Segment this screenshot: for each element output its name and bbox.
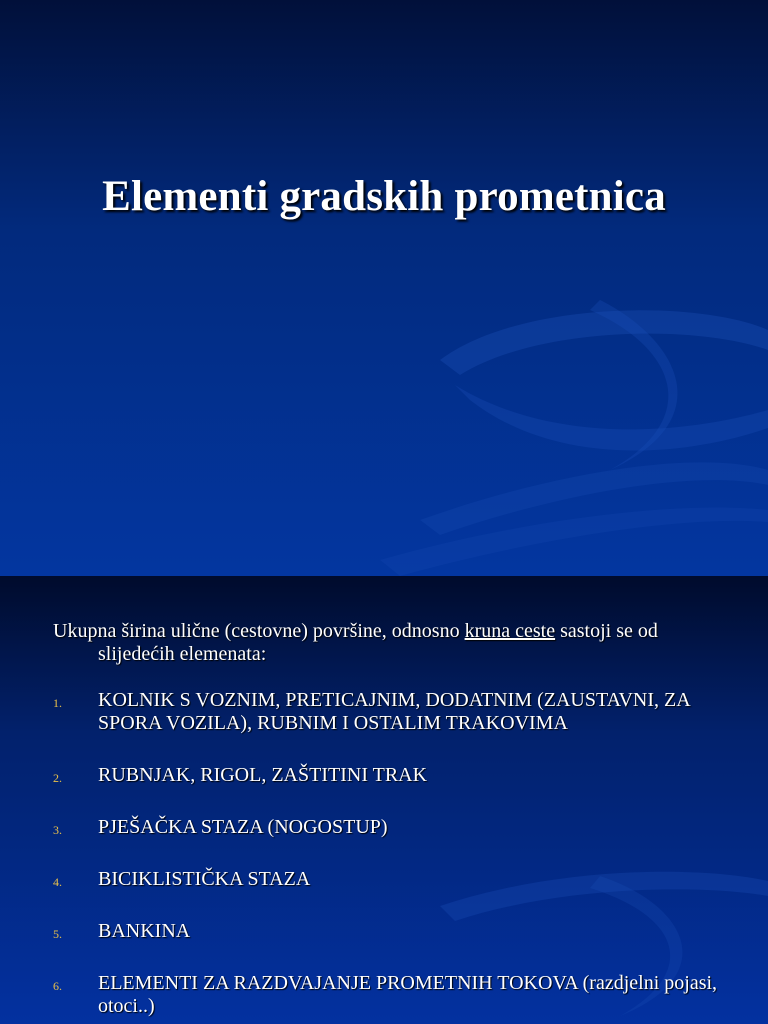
list-item — [53, 689, 718, 735]
list-item — [53, 816, 718, 839]
list-number: 6. — [53, 979, 62, 993]
list-text: PJEŠAČKA STAZA (NOGOSTUP) — [98, 816, 388, 838]
slide-title: Elementi gradskih prometnica — [102, 173, 666, 220]
list-item — [53, 764, 718, 787]
kruna-ceste-link[interactable]: kruna ceste — [464, 620, 556, 642]
list-number: 2. — [53, 771, 62, 785]
list-item — [53, 972, 718, 1018]
list-item — [53, 920, 718, 943]
list-number: 1. — [53, 696, 62, 710]
list-number: 5. — [53, 927, 62, 941]
list-number: 3. — [53, 823, 62, 837]
list-text: BANKINA — [98, 920, 191, 942]
intro-text-after: sastoji se od slijedećih elemenata: — [98, 620, 658, 665]
list-text: ELEMENTI ZA RAZDVAJANJE PROMETNIH TOKOVA (razdjelni pojasi, otoci..) — [98, 972, 718, 1017]
list-item — [53, 868, 718, 891]
intro-text-before: Ukupna širina ulične (cestovne) površine, odnosno — [53, 620, 465, 642]
list-text: BICIKLISTIČKA STAZA — [98, 868, 311, 890]
list-number: 4. — [53, 875, 62, 889]
intro-paragraph — [53, 620, 718, 666]
list-text: KOLNIK S VOZNIM, PRETICAJNIM, DODATNIM (ZAUSTAVNI, ZA SPORA VOZILA), RUBNIM I OSTALIM TRAKOVIMA — [98, 689, 690, 734]
slide-content — [53, 620, 718, 1024]
content-slide — [0, 576, 768, 1024]
list-text: RUBNJAK, RIGOL, ZAŠTITINI TRAK — [98, 764, 428, 786]
